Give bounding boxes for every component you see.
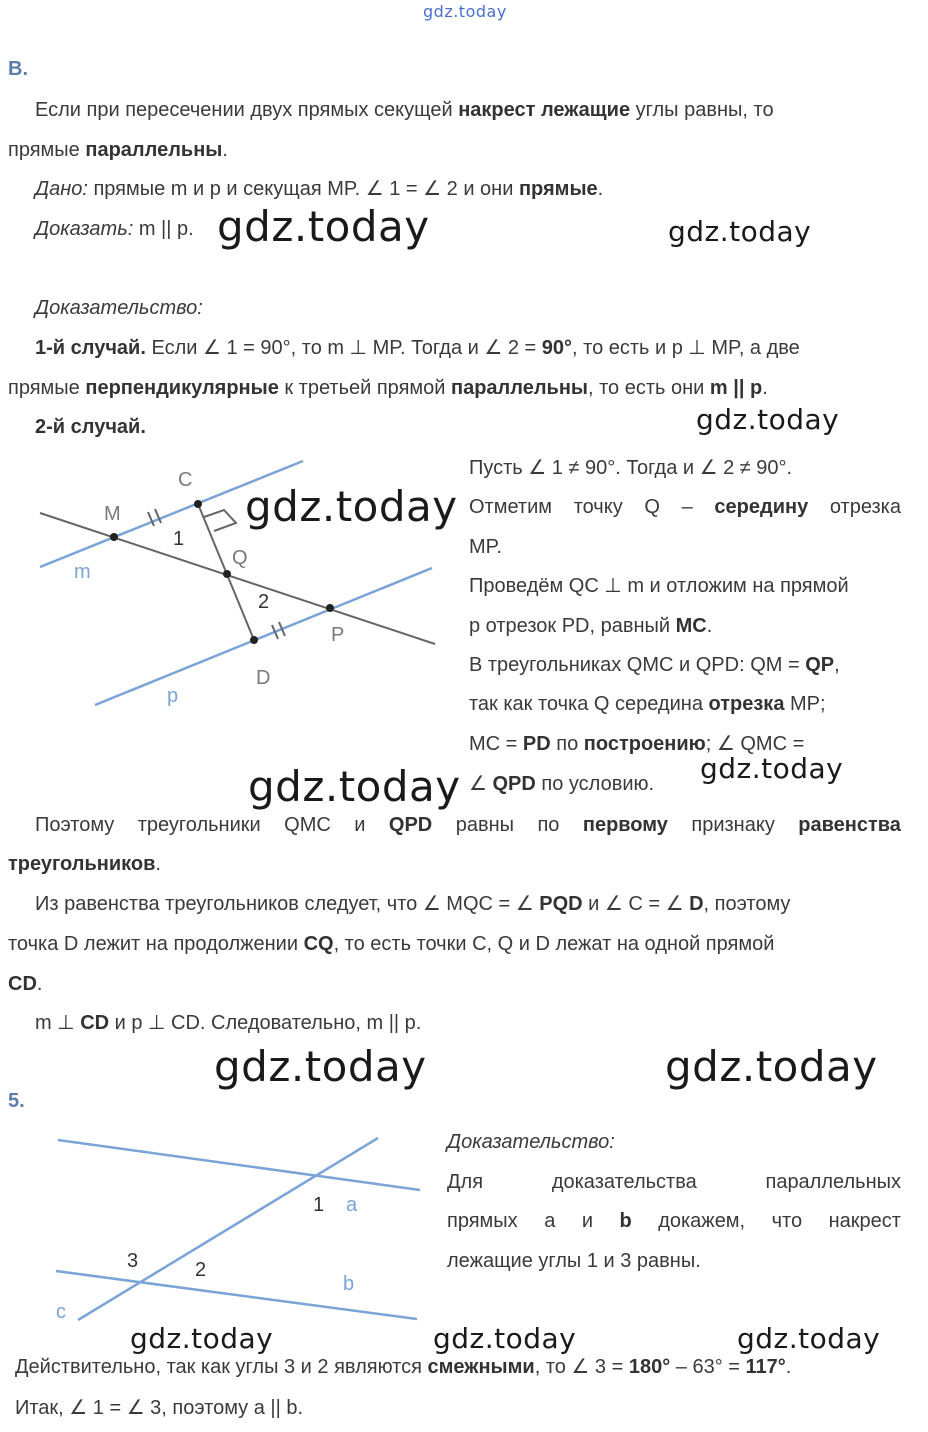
watermark: gdz.today <box>214 1042 427 1091</box>
point-c <box>194 500 202 508</box>
watermark: gdz.today <box>737 1322 881 1355</box>
watermark: gdz.today <box>700 752 844 785</box>
paragraph-3-line-2: точка D лежит на продолжении CQ, то есть точки C, Q и D лежат на одной прямой <box>8 933 775 955</box>
case-2-text-7: так как точка Q середина отрезка MP; <box>469 693 826 715</box>
label-angle-2: 2 <box>195 1259 207 1281</box>
case-2-text-3: MP. <box>469 536 502 558</box>
section-b-label: В. <box>8 58 28 80</box>
label-angle-3: 3 <box>127 1250 139 1272</box>
label-line-m: m <box>74 561 91 583</box>
watermark: gdz.today <box>696 403 840 436</box>
section-5-text-3: лежащие углы 1 и 3 равны. <box>447 1250 701 1272</box>
paragraph-2-line-1: Поэтому треугольники QMC и QPD равны по первому признаку равенства <box>35 814 901 836</box>
case-2-text-9: ∠ QPD по условию. <box>469 773 655 795</box>
label-q: Q <box>232 547 248 569</box>
section-5-text-2: прямых a и b докажем, что накрест <box>447 1210 901 1232</box>
label-angle-1: 1 <box>173 528 185 550</box>
label-angle-2: 2 <box>258 591 270 613</box>
paragraph-2-line-2: треугольников. <box>8 853 161 875</box>
watermark: gdz.today <box>665 1042 878 1091</box>
paragraph-4: m ⊥ CD и p ⊥ CD. Следовательно, m || p. <box>35 1012 422 1034</box>
point-p <box>326 604 334 612</box>
point-m <box>110 533 118 541</box>
label-line-b: b <box>343 1273 355 1295</box>
section-5-label: 5. <box>8 1090 25 1112</box>
watermark: gdz.today <box>433 1322 577 1355</box>
line-b <box>56 1271 417 1319</box>
watermark: gdz.today <box>130 1322 274 1355</box>
case-1-line-2: прямые перпендикулярные к третьей прямой параллельны, то есть они m || p. <box>8 377 768 399</box>
case-2-text-2: Отметим точку Q – середину отрезка <box>469 496 901 518</box>
label-m: M <box>104 503 121 525</box>
label-d: D <box>256 667 271 689</box>
paragraph-1-line-1: Если при пересечении двух прямых секущей накрест лежащие углы равны, то <box>35 99 774 121</box>
watermark: gdz.today <box>668 215 812 248</box>
proof-label: Доказательство: <box>35 297 203 319</box>
label-line-a: a <box>346 1194 358 1216</box>
given-line: Дано: прямые m и p и секущая MP. ∠ 1 = ∠ 2 и они прямые. <box>35 178 604 200</box>
label-angle-1: 1 <box>313 1194 325 1216</box>
case-2-text-5: p отрезок PD, равный MC. <box>469 615 713 637</box>
section-5-bottom-line-1: Действительно, так как углы 3 и 2 являются смежными, то ∠ 3 = 180° – 63° = 117°. <box>15 1356 792 1378</box>
watermark: gdz.today <box>248 762 461 811</box>
label-p: P <box>331 624 345 646</box>
paragraph-3-line-1: Из равенства треугольников следует, что ∠ MQC = ∠ PQD и ∠ C = ∠ D, поэтому <box>35 893 791 915</box>
watermark-top: gdz.today <box>423 2 507 21</box>
paragraph-1-line-2: прямые параллельны. <box>8 139 228 161</box>
prove-line: Доказать: m || p. <box>35 218 194 240</box>
section-5-proof-label: Доказательство: <box>447 1131 615 1153</box>
case-2-label: 2-й случай. <box>35 416 146 438</box>
line-a <box>58 1140 420 1190</box>
case-2-text-1: Пусть ∠ 1 ≠ 90°. Тогда и ∠ 2 ≠ 90°. <box>469 457 793 479</box>
section-5-text-1: Для доказательства параллельных <box>447 1171 901 1193</box>
section-5-bottom-line-2: Итак, ∠ 1 = ∠ 3, поэтому a || b. <box>15 1397 304 1419</box>
figure-2-diagram <box>0 1120 440 1330</box>
label-line-c: c <box>56 1301 66 1323</box>
case-2-text-6: В треугольниках QMC и QPD: QM = QP, <box>469 654 840 676</box>
secant-mp <box>40 513 435 644</box>
watermark: gdz.today <box>245 482 458 531</box>
watermark: gdz.today <box>217 202 430 251</box>
point-d <box>250 636 258 644</box>
label-c: C <box>178 469 193 491</box>
case-1-line-1: 1-й случай. Если ∠ 1 = 90°, то m ⊥ MP. Тогда и ∠ 2 = 90°, то есть и p ⊥ MP, а две <box>35 337 800 359</box>
point-q <box>223 570 231 578</box>
case-2-text-4: Проведём QC ⊥ m и отложим на прямой <box>469 575 849 597</box>
paragraph-3-line-3: CD. <box>8 973 43 995</box>
case-2-text-8: MC = PD по построению; ∠ QMC = <box>469 733 805 755</box>
label-line-p: p <box>167 685 179 707</box>
